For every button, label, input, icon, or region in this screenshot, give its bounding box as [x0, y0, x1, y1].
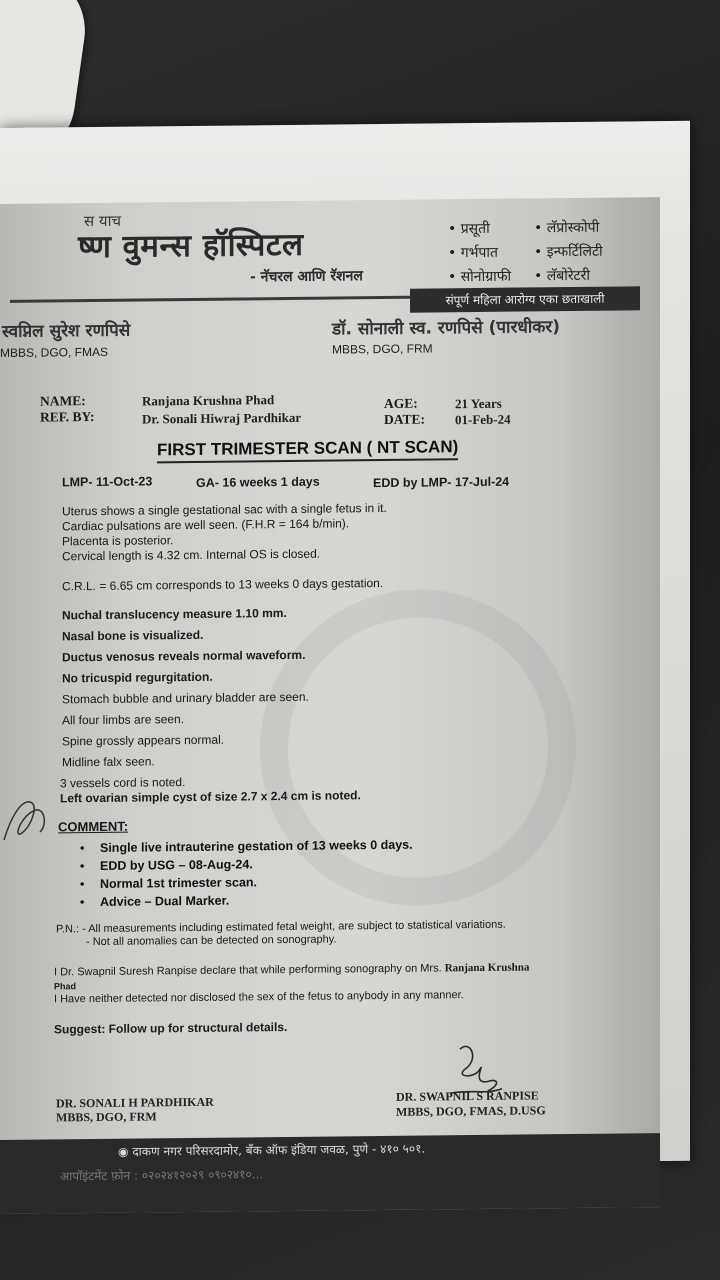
suggestion: Suggest: Follow up for structural details.: [54, 1019, 288, 1037]
declaration-line-1: [54, 961, 529, 978]
ref-value: Dr. Sonali Hiwraj Pardhikar: [142, 409, 302, 427]
finding-line: No tricuspid regurgitation.: [62, 669, 213, 686]
location-pin-icon: ◉: [118, 1144, 129, 1159]
finding-line: Nuchal translucency measure 1.10 mm.: [62, 605, 287, 623]
name-label: NAME:: [40, 393, 86, 409]
lmp: LMP- 11-Oct-23: [62, 474, 153, 490]
edd-by-lmp: EDD by LMP- 17-Jul-24: [373, 474, 510, 491]
letterhead-sheet: [0, 197, 660, 1214]
comment-item: • Advice – Dual Marker.: [100, 894, 229, 909]
comment-item: • Single live intrauterine gestation of 13 weeks 0 days.: [100, 838, 413, 855]
finding-line: Stomach bubble and urinary bladder are seen.: [62, 689, 309, 707]
watermark-logo: [260, 588, 576, 907]
finding-line: Midline falx seen.: [62, 754, 155, 770]
declaration-line-2: I Have neither detected nor disclosed the sex of the fetus to anybody in any manner.: [54, 989, 464, 1006]
doctor-right-name: डॉ. सोनाली स्व. रणपिसे (पारधीकर): [332, 317, 561, 340]
hospital-top-line: स याच: [84, 211, 122, 231]
doctor-right-quals: MBBS, DGO, FRM: [332, 341, 433, 357]
service-item: • सोनोग्राफी: [448, 268, 512, 286]
finding-line: Left ovarian simple cyst of size 2.7 x 2.4 cm is noted.: [60, 788, 361, 806]
name-value: Ranjana Krushna Phad: [142, 392, 275, 409]
crl-line: C.R.L. = 6.65 cm corresponds to 13 weeks 0 days gestation.: [62, 575, 384, 594]
declaration-patient-surname: Phad: [54, 981, 77, 992]
service-item: • प्रसूती: [448, 220, 490, 238]
signature-right-quals: MBBS, DGO, FMAS, D.USG: [396, 1103, 546, 1119]
doctor-left-name: स्वप्निल सुरेश रणपिसे: [2, 320, 131, 342]
report-paper: [0, 121, 690, 1184]
finding-line: Placenta is posterior.: [62, 533, 174, 549]
banner-text: संपूर्ण महिला आरोग्य एका छताखाली: [445, 291, 605, 308]
footer-band: [0, 1133, 660, 1214]
pn-note-2: - Not all anomalies can be detected on sonography.: [86, 933, 337, 949]
age-label: AGE:: [384, 395, 418, 411]
finding-line: 3 vessels cord is noted.: [60, 775, 186, 791]
finding-line: Cervical length is 4.32 cm. Internal OS is closed.: [62, 546, 321, 564]
service-item: • गर्भपात: [448, 244, 498, 262]
finding-line: Ductus venosus reveals normal waveform.: [62, 647, 306, 665]
footer-address-text: दाकण नगर परिसरदामोर, बँक ऑफ इंडिया जवळ, पुणे - ४१० ५०१.: [132, 1141, 426, 1159]
finding-line: Spine grossly appears normal.: [62, 732, 225, 749]
comment-item: • EDD by USG – 08-Aug-24.: [100, 857, 253, 873]
hospital-name: ष्ण वुमन्स हॉस्पिटल: [78, 226, 304, 266]
service-item: • लॅप्रोस्कोपी: [534, 219, 600, 237]
ref-label: REF. BY:: [40, 409, 95, 425]
finding-line: Uterus shows a single gestational sac with a single fetus in it.: [62, 500, 387, 519]
finding-line: Cardiac pulsations are well seen. (F.H.R = 164 b/min).: [62, 516, 350, 534]
service-item: • इन्फर्टिलिटी: [534, 243, 603, 261]
doctor-left-quals: MBBS, DGO, FMAS: [0, 344, 109, 360]
footer-contact: आपॉइंटमेंट फ़ोन : ०२०२४१२०२९ ०९०२४१०...: [60, 1167, 264, 1184]
signature-left-quals: MBBS, DGO, FRM: [56, 1109, 157, 1125]
declaration-text: I Dr. Swapnil Suresh Ranpise declare that while performing sonography on Mrs.: [54, 962, 442, 979]
gestational-age: GA- 16 weeks 1 days: [196, 474, 320, 490]
declaration-patient-name: Ranjana Krushna: [444, 961, 530, 975]
finding-line: Nasal bone is visualized.: [62, 627, 204, 644]
pn-note-1: P.N.: - All measurements including estimated fetal weight, are subject to statistical variations.: [56, 918, 506, 936]
age-value: 21 Years: [455, 395, 502, 412]
comment-label: COMMENT:: [58, 818, 129, 835]
date-label: DATE:: [384, 411, 426, 427]
report-title: FIRST TRIMESTER SCAN ( NT SCAN): [157, 437, 458, 463]
footer-address: [118, 1140, 425, 1160]
finding-line: All four limbs are seen.: [62, 712, 185, 728]
comment-item: • Normal 1st trimester scan.: [100, 875, 257, 891]
service-item: • लॅबोरेटरी: [534, 267, 590, 285]
signature-left-name: DR. SONALI H PARDHIKAR: [56, 1094, 214, 1111]
header-banner: [410, 286, 640, 312]
hospital-tagline: - नॅचरल आणि रॅशनल: [250, 268, 363, 286]
signature-right-name: DR. SWAPNIL S RANPISE: [396, 1088, 539, 1104]
handwritten-mark: [0, 780, 60, 850]
header-rule: [10, 295, 430, 302]
date-value: 01-Feb-24: [455, 411, 511, 428]
